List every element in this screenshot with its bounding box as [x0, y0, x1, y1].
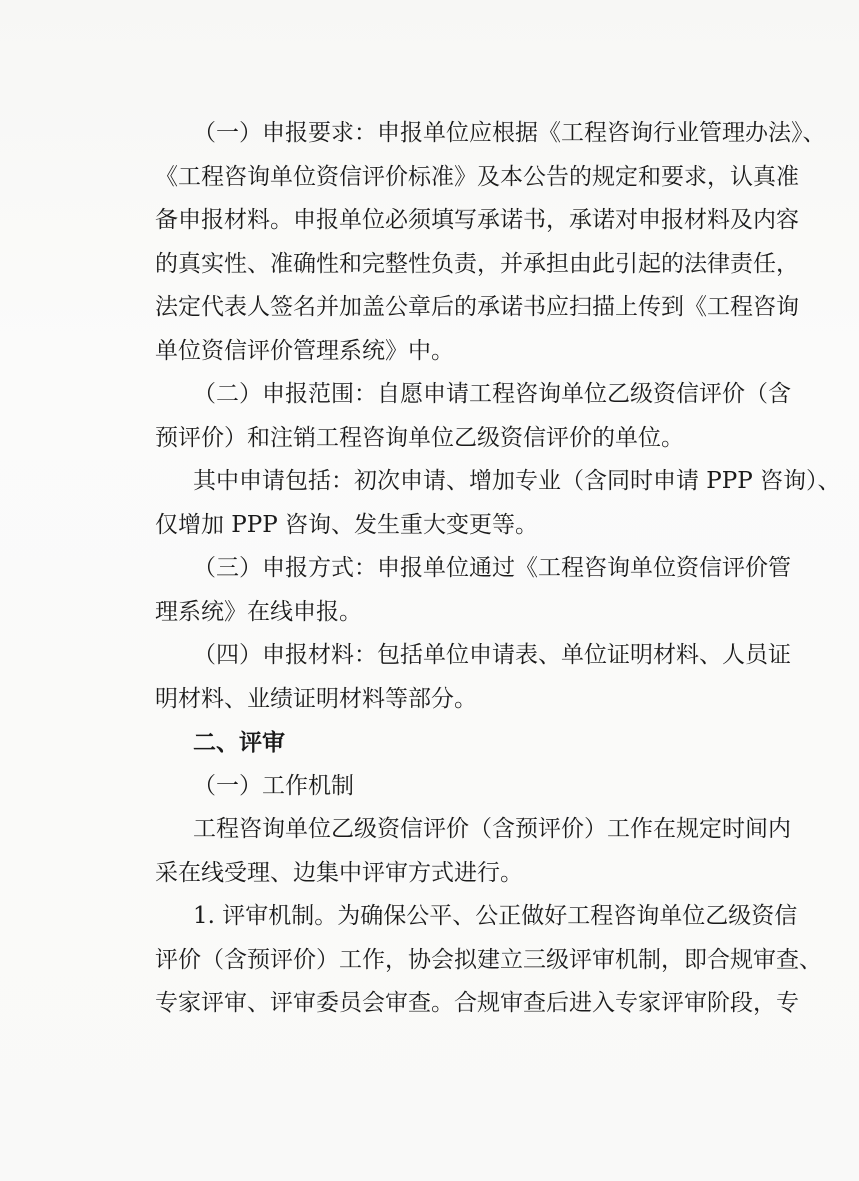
- paragraph-application-materials: [155, 634, 791, 721]
- text-line: 《工程咨询单位资信评价标准》及本公告的规定和要求，认真准: [155, 163, 799, 190]
- text-line: 专家评审、评审委员会审查。合规审查后进入专家评审阶段，专: [155, 990, 799, 1016]
- subsection-title: （一）工作机制: [193, 772, 354, 799]
- document-body: [155, 112, 841, 1026]
- text-line: （二）申报范围：自愿申请工程咨询单位乙级资信评价（含: [193, 381, 791, 407]
- paragraph-work-mechanism: [155, 808, 791, 895]
- paragraph-application-method: [155, 547, 791, 634]
- subsection-heading-mechanism: [155, 765, 745, 809]
- text-line: （四）申报材料：包括单位申请表、单位证明材料、人员证: [193, 642, 791, 668]
- paragraph-review-mechanism: [155, 895, 822, 1026]
- text-line: 采在线受理、边集中评审方式进行。: [155, 859, 523, 886]
- text-line: （一）申报要求：申报单位应根据《工程咨询行业管理办法》、: [193, 120, 826, 146]
- paragraph-application-scope: [155, 373, 791, 460]
- text-line: 备申报材料。申报单位必须填写承诺书，承诺对申报材料及内容: [155, 207, 799, 233]
- section-title: 二、评审: [193, 729, 285, 756]
- text-line: 工程咨询单位乙级资信评价（含预评价）工作在规定时间内: [193, 816, 791, 842]
- text-line: 法定代表人签名并加盖公章后的承诺书应扫描上传到《工程咨询: [155, 294, 799, 320]
- text-line: 仅增加 PPP 咨询、发生重大变更等。: [155, 511, 539, 538]
- text-line: 其中申请包括：初次申请、增加专业（含同时申请 PPP 咨询）、: [193, 468, 841, 494]
- text-line: 预评价）和注销工程咨询单位乙级资信评价的单位。: [155, 424, 684, 451]
- text-line: 1. 评审机制。为确保公平、公正做好工程咨询单位乙级资信: [193, 903, 798, 929]
- text-line: 明材料、业绩证明材料等部分。: [155, 685, 477, 712]
- paragraph-application-requirements: [155, 112, 826, 373]
- section-heading-review: [155, 721, 745, 765]
- text-line: 的真实性、准确性和完整性负责，并承担由此引起的法律责任，: [155, 250, 799, 277]
- paragraph-application-types: [155, 460, 841, 547]
- text-line: 理系统》在线申报。: [155, 598, 362, 625]
- text-line: （三）申报方式：申报单位通过《工程咨询单位资信评价管: [193, 555, 791, 581]
- text-line: 单位资信评价管理系统》中。: [155, 337, 454, 364]
- text-line: 评价（含预评价）工作，协会拟建立三级评审机制，即合规审查、: [155, 946, 822, 973]
